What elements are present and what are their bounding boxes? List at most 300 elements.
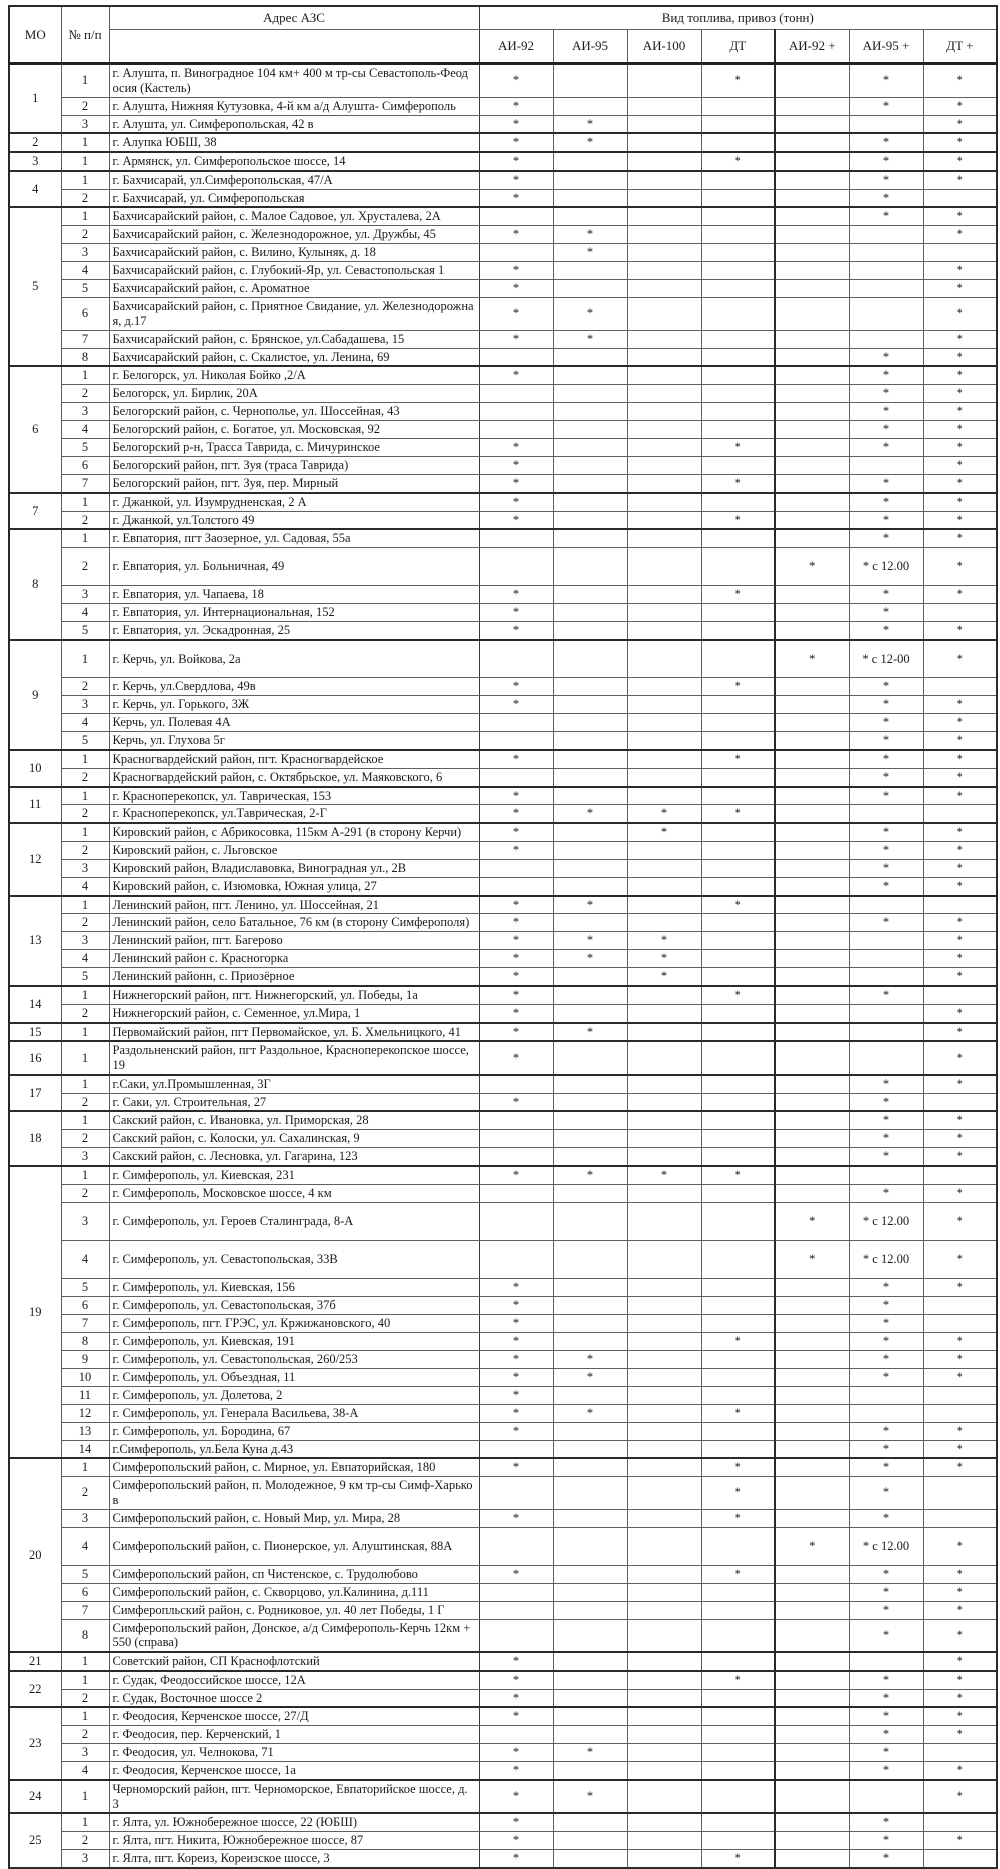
fuel-mark-cell <box>849 115 923 133</box>
fuel-mark-cell <box>923 1386 997 1404</box>
fuel-mark-cell <box>775 1166 849 1184</box>
fuel-mark-cell <box>553 366 627 384</box>
fuel-mark-cell: * <box>923 1726 997 1744</box>
fuel-mark-cell <box>701 877 775 895</box>
address-cell: Красногвардейский район, пгт. Красногвардейское <box>109 750 479 768</box>
address-cell: г. Алушта, п. Виноградное 104 км+ 400 м тр-сы Севастополь-Феодосия (Кастель) <box>109 64 479 98</box>
mo-cell: 18 <box>9 1111 61 1166</box>
fuel-mark-cell: * <box>479 696 553 714</box>
row-number-cell: 1 <box>61 207 109 225</box>
address-cell: Кировский район, с. Изюмовка, Южная улица, 27 <box>109 877 479 895</box>
address-cell: Кировский район, с Абрикосовка, 115км А-291 (в сторону Керчи) <box>109 823 479 841</box>
row-number-cell: 4 <box>61 1527 109 1565</box>
fuel-mark-cell: * <box>923 932 997 950</box>
row-number-cell: 5 <box>61 732 109 750</box>
mo-cell: 19 <box>9 1166 61 1459</box>
fuel-mark-cell: * <box>923 1332 997 1350</box>
fuel-mark-cell <box>627 152 701 171</box>
fuel-mark-cell <box>627 421 701 439</box>
fuel-mark-cell <box>553 1762 627 1780</box>
fuel-mark-cell <box>627 1296 701 1314</box>
table-row <box>9 421 997 439</box>
fuel-mark-cell <box>627 1707 701 1725</box>
table-row <box>9 1166 997 1184</box>
fuel-mark-cell <box>627 1813 701 1831</box>
fuel-mark-cell <box>553 1278 627 1296</box>
fuel-mark-cell: * <box>479 152 553 171</box>
fuel-mark-cell: * <box>923 1130 997 1148</box>
fuel-mark-cell: * <box>553 298 627 331</box>
fuel-mark-cell: * <box>923 171 997 189</box>
fuel-mark-cell: * <box>849 841 923 859</box>
fuel-mark-cell: * <box>849 403 923 421</box>
fuel-mark-cell: * <box>849 914 923 932</box>
fuel-mark-cell <box>775 366 849 384</box>
table-row <box>9 1707 997 1725</box>
row-number-cell: 2 <box>61 1004 109 1022</box>
fuel-mark-cell <box>701 280 775 298</box>
fuel-mark-cell <box>923 1509 997 1527</box>
table-row <box>9 622 997 640</box>
fuel-mark-cell <box>553 622 627 640</box>
fuel-mark-cell: * <box>849 604 923 622</box>
fuel-mark-cell <box>775 932 849 950</box>
fuel-mark-cell <box>701 298 775 331</box>
mo-cell: 1 <box>9 64 61 134</box>
table-row <box>9 604 997 622</box>
table-row <box>9 1296 997 1314</box>
fuel-mark-cell <box>775 348 849 366</box>
address-cell: г. Симферополь, ул. Севастопольская, 260/253 <box>109 1350 479 1368</box>
fuel-mark-cell: * <box>701 511 775 529</box>
fuel-mark-cell <box>553 280 627 298</box>
header-fuel-row <box>9 30 997 64</box>
row-number-cell: 4 <box>61 950 109 968</box>
address-cell: Бахчисарайский район, с. Брянское, ул.Сабадашева, 15 <box>109 330 479 348</box>
address-cell: г. Керчь, ул. Войкова, 2а <box>109 640 479 678</box>
fuel-mark-cell <box>553 1202 627 1240</box>
fuel-mark-cell <box>627 1111 701 1129</box>
fuel-mark-cell <box>479 640 553 678</box>
fuel-mark-cell <box>627 1527 701 1565</box>
fuel-mark-cell <box>775 1350 849 1368</box>
fuel-mark-cell <box>479 1440 553 1458</box>
fuel-mark-cell: * <box>849 1075 923 1093</box>
fuel-mark-cell <box>553 859 627 877</box>
address-cell: Бахчисарайский район, с. Железнодорожное, ул. Дружбы, 45 <box>109 226 479 244</box>
fuel-mark-cell <box>627 330 701 348</box>
fuel-mark-cell: * <box>923 64 997 98</box>
fuel-mark-cell: * <box>479 1166 553 1184</box>
fuel-mark-cell <box>479 529 553 547</box>
table-row <box>9 768 997 786</box>
fuel-mark-cell <box>553 1707 627 1725</box>
table-row <box>9 1422 997 1440</box>
fuel-mark-cell <box>775 1509 849 1527</box>
fuel-mark-cell: * <box>479 171 553 189</box>
fuel-mark-cell: * <box>923 1422 997 1440</box>
fuel-mark-cell <box>701 1314 775 1332</box>
fuel-mark-cell <box>701 330 775 348</box>
row-number-cell: 3 <box>61 696 109 714</box>
fuel-mark-cell: * <box>479 1565 553 1583</box>
table-row <box>9 244 997 262</box>
fuel-mark-cell <box>553 968 627 986</box>
fuel-mark-cell <box>627 1075 701 1093</box>
fuel-mark-cell <box>479 1202 553 1240</box>
fuel-mark-cell <box>775 968 849 986</box>
fuel-mark-cell: * <box>923 262 997 280</box>
fuel-mark-cell: * <box>923 152 997 171</box>
fuel-mark-cell: * <box>479 298 553 331</box>
row-number-cell: 1 <box>61 366 109 384</box>
fuel-mark-cell <box>923 678 997 696</box>
fuel-mark-cell: * <box>849 1689 923 1707</box>
fuel-mark-cell <box>849 330 923 348</box>
fuel-mark-cell: * <box>553 1350 627 1368</box>
fuel-mark-cell: * <box>923 1565 997 1583</box>
fuel-mark-cell: * <box>479 1296 553 1314</box>
fuel-mark-cell <box>775 1744 849 1762</box>
address-cell: Сакский район, с. Колоски, ул. Сахалинская, 9 <box>109 1130 479 1148</box>
fuel-mark-cell <box>479 1601 553 1619</box>
fuel-mark-cell: * <box>701 439 775 457</box>
fuel-mark-cell <box>627 1565 701 1583</box>
fuel-mark-cell <box>479 1619 553 1652</box>
fuel-mark-cell: * <box>923 207 997 225</box>
fuel-mark-cell: * <box>479 64 553 98</box>
fuel-mark-cell: * <box>479 1004 553 1022</box>
fuel-mark-cell: * <box>479 841 553 859</box>
fuel-mark-cell: * <box>553 1744 627 1762</box>
fuel-mark-cell <box>701 1075 775 1093</box>
fuel-mark-cell <box>923 1404 997 1422</box>
table-row <box>9 914 997 932</box>
row-number-cell: 1 <box>61 896 109 914</box>
fuel-mark-cell: * <box>923 823 997 841</box>
fuel-mark-cell <box>627 586 701 604</box>
mo-cell: 14 <box>9 986 61 1023</box>
fuel-mark-cell <box>775 511 849 529</box>
fuel-mark-cell <box>701 421 775 439</box>
fuel-mark-cell <box>553 457 627 475</box>
fuel-mark-cell: * <box>701 1509 775 1527</box>
fuel-mark-cell <box>553 475 627 493</box>
fuel-mark-cell <box>701 1422 775 1440</box>
fuel-mark-cell: * <box>923 841 997 859</box>
fuel-mark-cell: * <box>701 896 775 914</box>
fuel-mark-cell <box>775 244 849 262</box>
fuel-mark-cell <box>553 171 627 189</box>
mo-cell: 16 <box>9 1041 61 1075</box>
fuel-mark-cell <box>701 1111 775 1129</box>
fuel-mark-cell: * <box>923 586 997 604</box>
fuel-mark-cell <box>923 896 997 914</box>
table-row <box>9 262 997 280</box>
address-cell: г. Симферополь, ул. Долетова, 2 <box>109 1386 479 1404</box>
fuel-mark-cell <box>553 1332 627 1350</box>
fuel-mark-cell <box>701 622 775 640</box>
address-cell: г. Армянск, ул. Симферопольское шоссе, 14 <box>109 152 479 171</box>
fuel-mark-cell <box>553 1240 627 1278</box>
address-cell: Нижнегорский район, с. Семенное, ул.Мира, 1 <box>109 1004 479 1022</box>
fuel-mark-cell <box>553 421 627 439</box>
address-cell: г. Симферополь, ул. Объездная, 11 <box>109 1368 479 1386</box>
fuel-mark-cell <box>627 1240 701 1278</box>
row-number-cell: 5 <box>61 1278 109 1296</box>
fuel-mark-cell <box>775 586 849 604</box>
fuel-mark-cell <box>775 1111 849 1129</box>
mo-cell: 10 <box>9 750 61 787</box>
table-row <box>9 1093 997 1111</box>
fuel-mark-cell: * <box>923 768 997 786</box>
fuel-mark-cell: * <box>923 1652 997 1671</box>
fuel-mark-cell <box>553 1004 627 1022</box>
fuel-mark-cell <box>701 171 775 189</box>
row-number-cell: 1 <box>61 1166 109 1184</box>
fuel-mark-cell <box>701 493 775 511</box>
table-row <box>9 1744 997 1762</box>
table-row <box>9 678 997 696</box>
fuel-mark-cell: * <box>701 1458 775 1476</box>
fuel-mark-cell: * <box>479 1023 553 1042</box>
fuel-mark-cell <box>849 1041 923 1075</box>
fuel-mark-cell: * <box>479 1350 553 1368</box>
fuel-mark-cell: * <box>627 968 701 986</box>
fuel-mark-cell <box>553 1813 627 1831</box>
address-cell: Бахчисарайский район, с. Вилино, Кулыняк, д. 18 <box>109 244 479 262</box>
fuel-mark-cell: * <box>923 1278 997 1296</box>
fuel-mark-cell: * <box>479 1332 553 1350</box>
fuel-mark-cell: * <box>479 1762 553 1780</box>
fuel-mark-cell: * <box>849 1422 923 1440</box>
fuel-mark-cell <box>775 1130 849 1148</box>
row-number-cell: 8 <box>61 1619 109 1652</box>
fuel-mark-cell <box>553 64 627 98</box>
fuel-mark-cell <box>627 529 701 547</box>
fuel-mark-cell <box>553 1130 627 1148</box>
fuel-mark-cell <box>479 1477 553 1510</box>
fuel-mark-cell <box>553 348 627 366</box>
fuel-mark-cell <box>701 787 775 805</box>
fuel-mark-cell <box>775 475 849 493</box>
table-row <box>9 493 997 511</box>
fuel-mark-cell: * <box>849 171 923 189</box>
fuel-mark-cell <box>627 841 701 859</box>
row-number-cell: 2 <box>61 1726 109 1744</box>
fuel-mark-cell <box>627 1386 701 1404</box>
table-row <box>9 1652 997 1671</box>
fuel-mark-cell: * <box>849 1368 923 1386</box>
fuel-mark-cell <box>701 1386 775 1404</box>
fuel-mark-cell <box>627 1477 701 1510</box>
fuel-mark-cell: * <box>923 1041 997 1075</box>
fuel-mark-cell: * <box>553 244 627 262</box>
address-cell: Симферопольский район, Донское, а/д Симферополь-Керчь 12км + 550 (справа) <box>109 1619 479 1652</box>
row-number-cell: 4 <box>61 1240 109 1278</box>
table-row <box>9 696 997 714</box>
fuel-mark-cell: * <box>479 1368 553 1386</box>
address-cell: Черноморский район, пгт. Черноморское, Евпаторийское шоссе, д. 3 <box>109 1780 479 1814</box>
fuel-mark-cell: * <box>701 1166 775 1184</box>
fuel-mark-cell <box>775 914 849 932</box>
fuel-mark-cell <box>627 385 701 403</box>
table-row <box>9 1202 997 1240</box>
address-cell: г. Ялта, пгт. Кореиз, Кореизское шоссе, 3 <box>109 1850 479 1868</box>
table-row <box>9 950 997 968</box>
address-cell: г. Симферополь, ул. Севастопольская, 33В <box>109 1240 479 1278</box>
mo-cell: 25 <box>9 1813 61 1868</box>
fuel-mark-cell: * <box>479 750 553 768</box>
fuel-mark-cell <box>701 1762 775 1780</box>
mo-cell: 15 <box>9 1023 61 1042</box>
fuel-mark-cell <box>553 586 627 604</box>
fuel-mark-cell: * <box>849 1583 923 1601</box>
fuel-mark-cell <box>553 640 627 678</box>
fuel-mark-cell <box>775 986 849 1004</box>
fuel-mark-cell <box>775 97 849 115</box>
fuel-mark-cell: * <box>849 877 923 895</box>
fuel-mark-cell: * <box>849 859 923 877</box>
fuel-mark-cell: * <box>701 750 775 768</box>
fuel-mark-cell <box>701 1707 775 1725</box>
header-fuel-col-cell: АИ-100 <box>627 30 701 64</box>
fuel-mark-cell <box>627 1004 701 1022</box>
row-number-cell: 1 <box>61 823 109 841</box>
fuel-mark-cell: * <box>849 97 923 115</box>
fuel-mark-cell <box>775 64 849 98</box>
fuel-mark-cell <box>627 280 701 298</box>
fuel-mark-cell <box>553 262 627 280</box>
fuel-mark-cell: * <box>849 768 923 786</box>
table-row <box>9 1726 997 1744</box>
table-row <box>9 1780 997 1814</box>
fuel-mark-cell: * <box>479 1813 553 1831</box>
table-row <box>9 207 997 225</box>
table-row <box>9 823 997 841</box>
fuel-mark-cell <box>923 1093 997 1111</box>
fuel-mark-cell: * <box>923 640 997 678</box>
fuel-mark-cell <box>553 1111 627 1129</box>
row-number-cell: 2 <box>61 548 109 586</box>
table-row <box>9 1111 997 1129</box>
fuel-mark-cell <box>849 1004 923 1022</box>
fuel-mark-cell: * <box>849 787 923 805</box>
fuel-mark-cell: * <box>849 385 923 403</box>
fuel-mark-cell <box>775 1404 849 1422</box>
fuel-mark-cell <box>701 841 775 859</box>
table-row <box>9 968 997 986</box>
fuel-mark-cell: * <box>775 640 849 678</box>
fuel-mark-cell <box>553 1422 627 1440</box>
fuel-mark-cell <box>701 1780 775 1814</box>
fuel-mark-cell: * <box>701 1477 775 1510</box>
address-cell: г. Симферополь, пгт. ГРЭС, ул. Кржижановского, 40 <box>109 1314 479 1332</box>
fuel-mark-cell: * <box>849 189 923 207</box>
fuel-mark-cell <box>479 1240 553 1278</box>
fuel-mark-cell <box>923 1744 997 1762</box>
fuel-mark-cell: * <box>479 1314 553 1332</box>
row-number-cell: 2 <box>61 226 109 244</box>
fuel-mark-cell <box>627 1744 701 1762</box>
fuel-mark-cell: * <box>627 805 701 823</box>
table-row <box>9 1762 997 1780</box>
fuel-mark-cell <box>553 768 627 786</box>
fuel-mark-cell: * <box>923 475 997 493</box>
address-cell: Красногвардейский район, с. Октябрьское, ул. Маяковского, 6 <box>109 768 479 786</box>
table-row <box>9 548 997 586</box>
fuel-mark-cell: * <box>923 1368 997 1386</box>
fuel-mark-cell <box>775 787 849 805</box>
fuel-mark-cell: * <box>701 805 775 823</box>
address-cell: Советский район, СП Краснофлотский <box>109 1652 479 1671</box>
fuel-mark-cell <box>627 1601 701 1619</box>
address-cell: г. Симферополь, ул. Севастопольская, 37б <box>109 1296 479 1314</box>
fuel-mark-cell <box>775 896 849 914</box>
fuel-mark-cell: * <box>553 1780 627 1814</box>
table-row <box>9 366 997 384</box>
row-number-cell: 2 <box>61 1477 109 1510</box>
fuel-mark-cell: * <box>479 823 553 841</box>
address-cell: г. Симферополь, Московское шоссе, 4 км <box>109 1184 479 1202</box>
fuel-mark-cell <box>627 244 701 262</box>
header-fuel-col-cell: АИ-95 + <box>849 30 923 64</box>
row-number-cell: 2 <box>61 97 109 115</box>
fuel-mark-cell <box>627 1422 701 1440</box>
fuel-mark-cell <box>701 1619 775 1652</box>
table-row <box>9 859 997 877</box>
fuel-mark-cell: * <box>923 877 997 895</box>
fuel-mark-cell: * <box>849 986 923 1004</box>
fuel-mark-cell <box>553 1314 627 1332</box>
fuel-mark-cell <box>775 950 849 968</box>
fuel-mark-cell <box>775 622 849 640</box>
address-cell: г. Судак, Восточное шоссе 2 <box>109 1689 479 1707</box>
fuel-mark-cell <box>775 457 849 475</box>
row-number-cell: 1 <box>61 787 109 805</box>
fuel-mark-cell: * <box>479 330 553 348</box>
fuel-mark-cell <box>775 1368 849 1386</box>
fuel-mark-cell <box>627 1509 701 1527</box>
row-number-cell: 1 <box>61 1813 109 1831</box>
table-row <box>9 1565 997 1583</box>
fuel-mark-cell <box>627 678 701 696</box>
fuel-mark-cell <box>627 493 701 511</box>
table-row <box>9 64 997 98</box>
fuel-mark-cell <box>627 1314 701 1332</box>
mo-cell: 2 <box>9 133 61 152</box>
address-cell: Белогорский район, пгт. Зуя (траса Таврида) <box>109 457 479 475</box>
table-row <box>9 1583 997 1601</box>
fuel-mark-cell: * с 12-00 <box>849 640 923 678</box>
mo-cell: 23 <box>9 1707 61 1780</box>
fuel-mark-cell <box>775 1075 849 1093</box>
fuel-mark-cell: * <box>627 932 701 950</box>
mo-cell: 4 <box>9 171 61 208</box>
table-row <box>9 1130 997 1148</box>
mo-cell: 11 <box>9 787 61 824</box>
fuel-mark-cell <box>479 768 553 786</box>
fuel-mark-cell: * <box>923 1583 997 1601</box>
fuel-mark-cell <box>775 421 849 439</box>
fuel-mark-cell <box>553 403 627 421</box>
fuel-mark-cell <box>775 330 849 348</box>
row-number-cell: 7 <box>61 330 109 348</box>
row-number-cell: 2 <box>61 189 109 207</box>
fuel-mark-cell: * <box>701 1332 775 1350</box>
fuel-mark-cell: * <box>627 823 701 841</box>
address-cell: г. Судак, Феодоссийское шоссе, 12А <box>109 1671 479 1689</box>
